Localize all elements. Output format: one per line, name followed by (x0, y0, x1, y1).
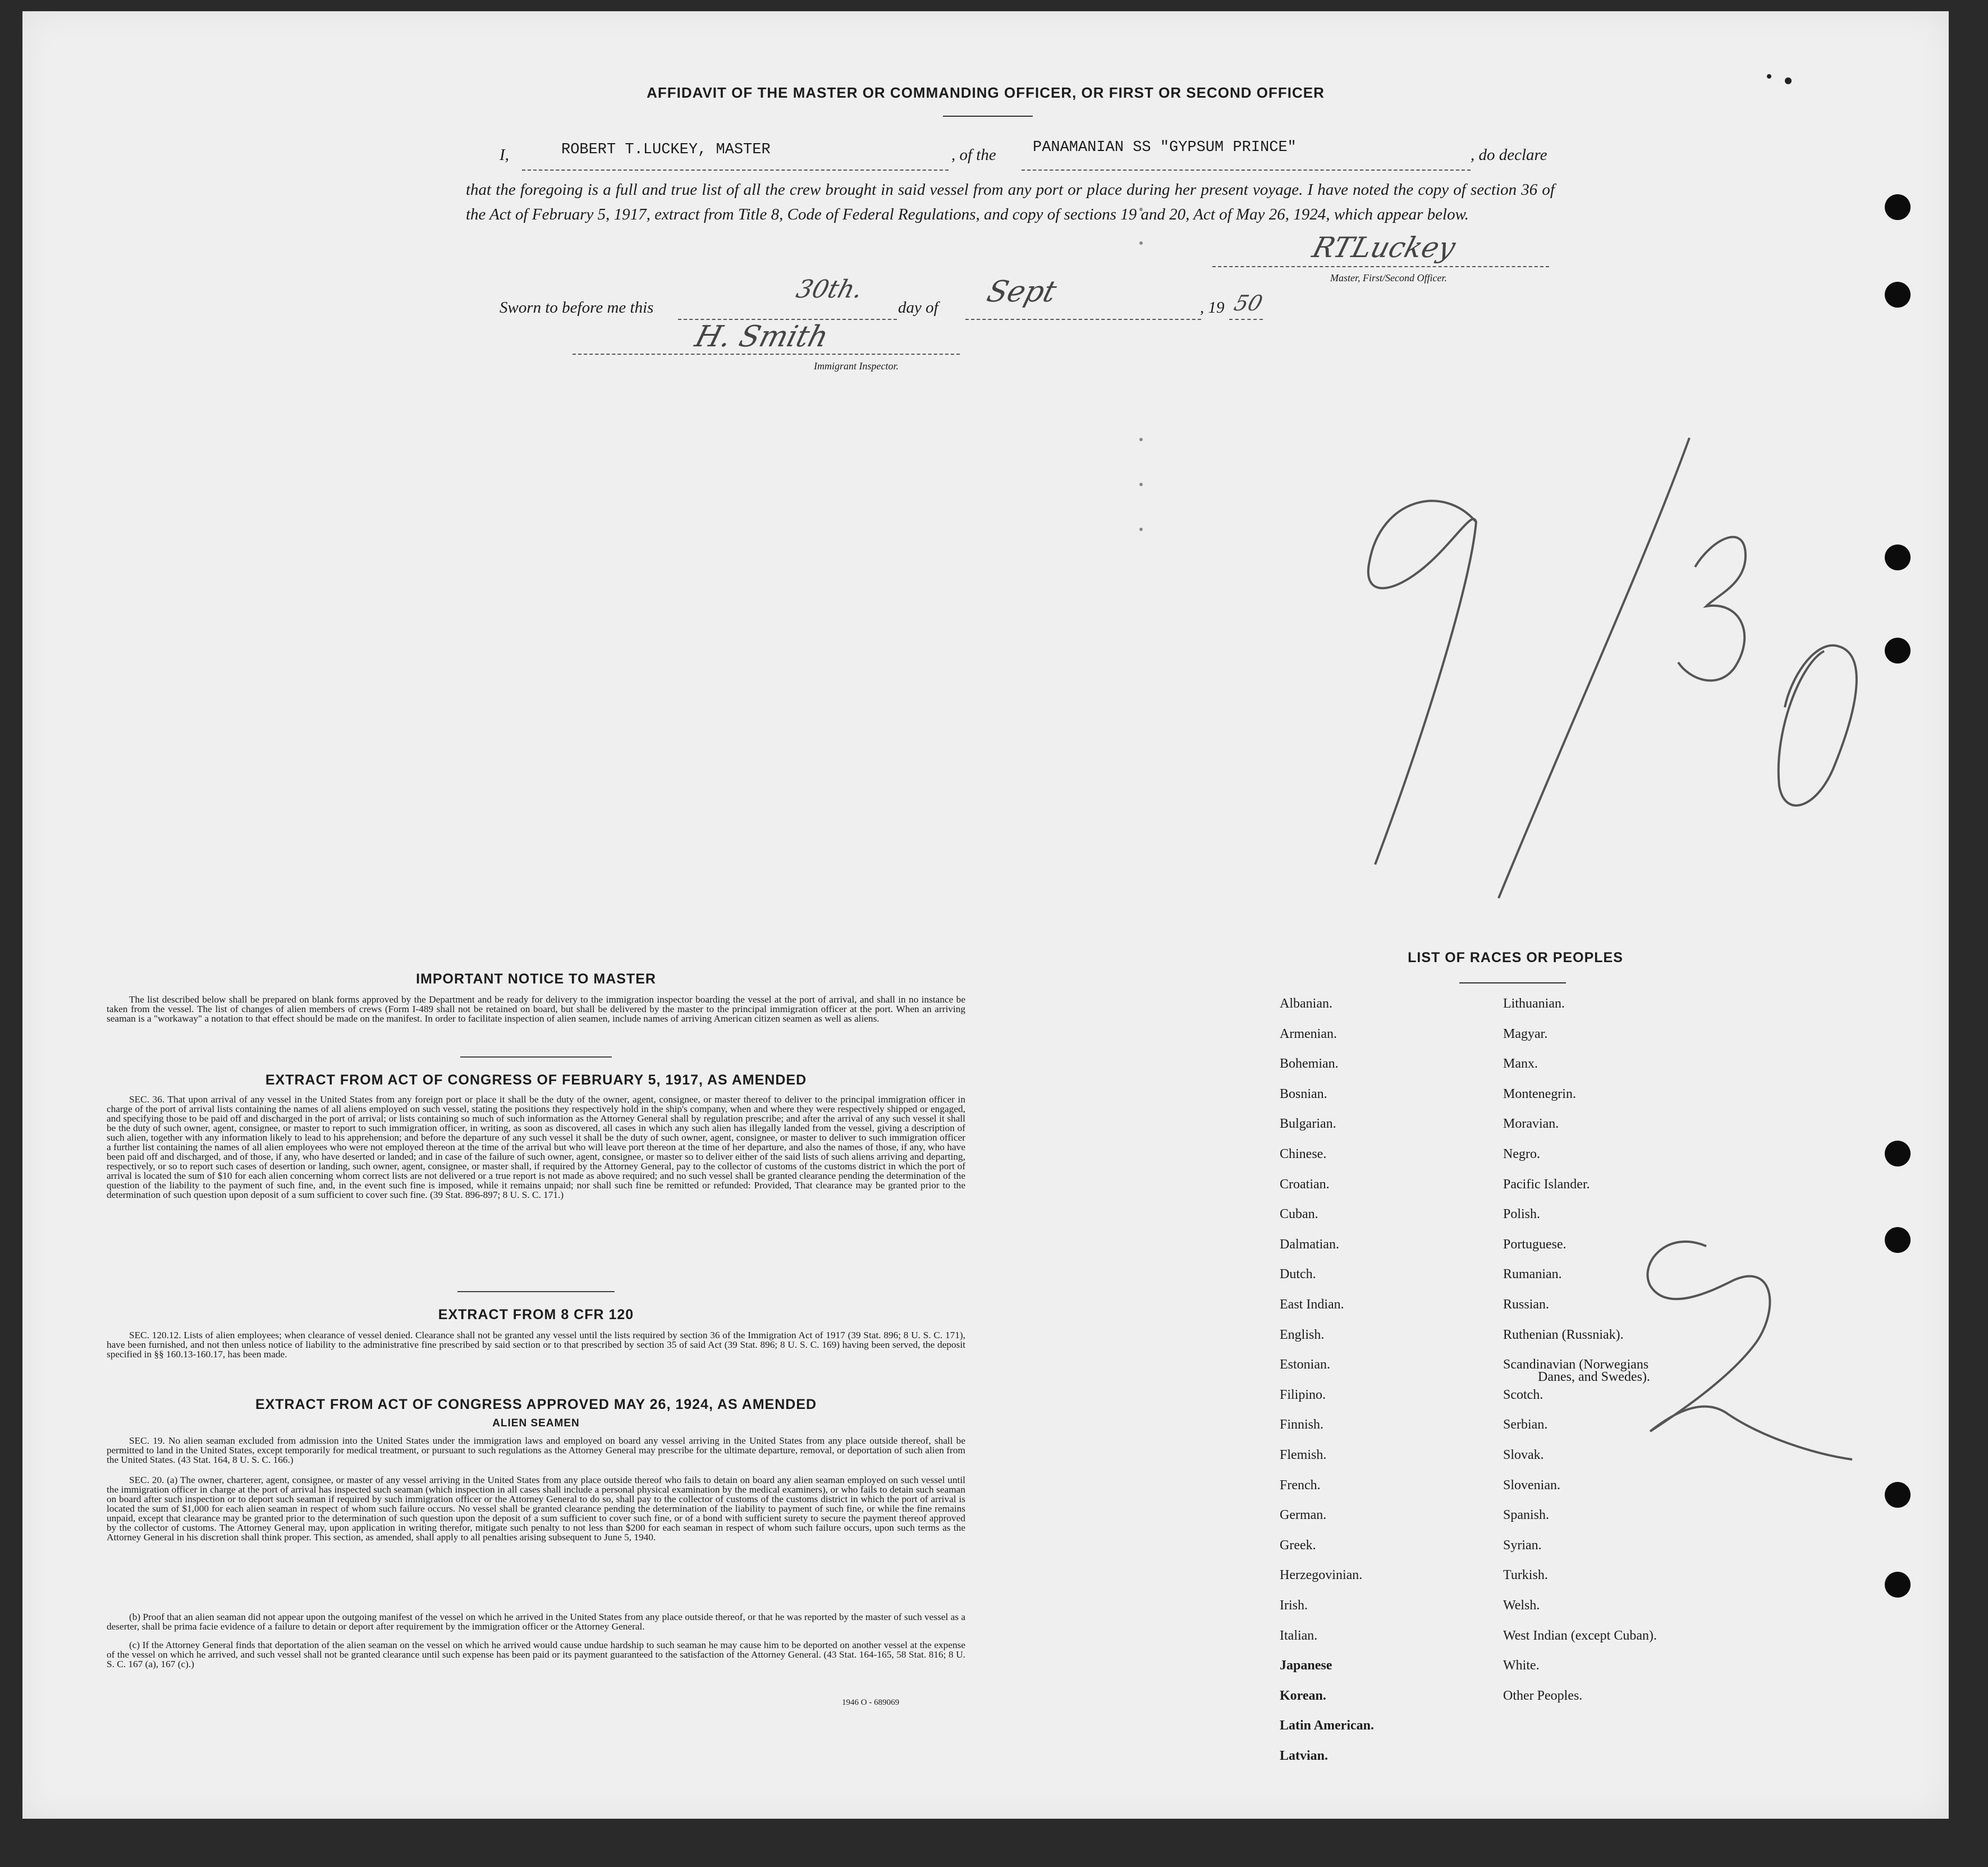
binder-hole (1885, 1482, 1911, 1508)
fold-mark (1139, 528, 1143, 531)
pencil-date-mark (1330, 415, 1869, 909)
master-name-line (522, 170, 949, 171)
sworn-month-line (965, 319, 1201, 320)
race-item: Pacific Islander. (1503, 1177, 1590, 1192)
extract-cfr-text: SEC. 120.12. Lists of alien employees; when clearance of vessel denied. Clearance shall not be granted any vessel until the lists required by section 36 of the Immigration Act of 1917 (39 Stat. 896; 8 U. S. C. 171), have been furnished, and not then unless notice of liability to the administrative fine prescribed by said section or to that prescribed by section 35 of said Act (39 Stat. 896; 8 U. S. C. 169) having been served, the deposit specified in §§ 160.13-160.17, has been made. (107, 1330, 965, 1360)
binder-hole (1885, 282, 1911, 308)
sworn-day-value: 30th. (793, 275, 866, 304)
race-item: Filipino. (1280, 1387, 1326, 1402)
extract-1924-subtitle: ALIEN SEAMEN (492, 1417, 580, 1429)
race-item: Other Peoples. (1503, 1688, 1583, 1703)
sworn-month-value: Sept (983, 275, 1060, 309)
binder-hole (1885, 638, 1911, 663)
race-item: East Indian. (1280, 1297, 1344, 1312)
race-item: Negro. (1503, 1147, 1540, 1161)
race-item: Estonian. (1280, 1357, 1330, 1372)
year-prefix: , 19 (1200, 299, 1225, 317)
vessel-name-value: PANAMANIAN SS "GYPSUM PRINCE" (1033, 139, 1297, 156)
race-item: Dutch. (1280, 1267, 1316, 1282)
race-item: Chinese. (1280, 1147, 1327, 1161)
master-signature: RTLuckey (1309, 231, 1459, 264)
document-page (22, 11, 1949, 1819)
race-item: Magyar. (1503, 1026, 1548, 1041)
race-item: Armenian. (1280, 1026, 1337, 1041)
race-item: Bosnian. (1280, 1086, 1327, 1101)
race-item: Herzegovinian. (1280, 1568, 1363, 1583)
race-item: Korean. (1280, 1688, 1326, 1703)
section-rule (457, 1291, 615, 1292)
races-title: LIST OF RACES OR PEOPLES (1408, 950, 1623, 965)
master-signature-line (1212, 266, 1549, 267)
extract-cfr-title: EXTRACT FROM 8 CFR 120 (438, 1307, 634, 1323)
i-label: I, (500, 146, 509, 164)
notice-text: The list described below shall be prepared on blank forms approved by the Department and be ready for delivery to the immigration inspector boarding the vessel at the port of arrival, and shall in no instance be taken from the vessel. The list of changes of alien members of crews (Form I-489 shall not be retained on board, but shall be delivered by the master to the principal immigration officer at the port. When an arriving seaman is a "workaway" a notation to that effect should be made on the manifest. In order to facilitate inspection of alien seamen, include names of arriving American citizen seamen as well as aliens. (107, 994, 965, 1024)
race-item: Japanese (1280, 1658, 1332, 1673)
race-item: Bulgarian. (1280, 1116, 1336, 1132)
binder-hole (1885, 544, 1911, 570)
race-item: Lithuanian. (1503, 996, 1565, 1011)
race-item: Welsh. (1503, 1598, 1540, 1613)
race-item: Flemish. (1280, 1448, 1327, 1462)
year-suffix: 50 (1231, 291, 1266, 315)
section-rule (460, 1056, 612, 1058)
corner-mark (1767, 74, 1771, 79)
pencil-date-svg (1330, 415, 1869, 909)
race-item: Dalmatian. (1280, 1237, 1339, 1252)
race-item: Russian. (1503, 1297, 1550, 1312)
race-item: Syrian. (1503, 1537, 1542, 1553)
race-item: French. (1280, 1477, 1321, 1493)
races-rule (1459, 982, 1566, 983)
race-item: Scotch. (1503, 1387, 1543, 1402)
race-item: English. (1280, 1327, 1325, 1342)
race-item: Albanian. (1280, 996, 1332, 1011)
race-item: Serbian. (1503, 1417, 1548, 1433)
affidavit-body: that the foregoing is a full and true list of all the crew brought in said vessel from any port or place during her present voyage. I have noted the copy of section 36 of the Act of February 5, 1917, extract from Title 8, Code of Federal Regulations, and copy of sections 19 and 20, Act of May 26, 1924, which appear below. (466, 181, 1555, 223)
binder-hole (1885, 194, 1911, 220)
sworn-label: Sworn to before me this (500, 299, 654, 317)
inspector-signature: H. Smith (691, 320, 832, 354)
fold-mark (1139, 438, 1143, 441)
master-name-value: ROBERT T.LUCKEY, MASTER (561, 141, 771, 158)
extract-1924-sec20a: SEC. 20. (a) The owner, charterer, agent, consignee, or master of any vessel arriving in the United States from any place outside thereof who fails to detain on board any alien seaman employed on such vessel until the immigration officer in charge at the port of arrival has inspected such seaman (which inspection in all cases shall include a personal physical examination by the medical examiners), or who fails to detain such seaman on board after such inspection or to deport such seaman if required by such immigration officer or the Attorney General to do so, shall pay to the collector of customs of the customs district in which the port of arrival is located the sum of $1,000 for each alien seaman in respect of whom such failure occurs. No vessel shall be granted clearance pending the determination of the liability to payment of such fine, or while the fine remains unpaid, except that clearance may be granted prior to the determination of such question upon the deposit of a sum sufficient to cover such fine, or of a bond with sufficient surety to secure the payment thereof approved by the collector of customs. The Attorney General may, upon application in writing therefor, mitigate such penalty to not less than $200 for each seaman in respect of whom such failure occurs, upon such terms as the Attorney General in his discretion shall think proper. This section, as amended, shall apply to all penalties arising subsequent to June 5, 1940. (107, 1475, 965, 1543)
race-item: Moravian. (1503, 1116, 1559, 1132)
race-item: Portuguese. (1503, 1237, 1566, 1252)
extract-1924-sec20b: (b) Proof that an alien seaman did not appear upon the outgoing manifest of the vessel on which he arrived in the United States from any place outside thereof, or that he was reported by the master of such vessel as a deserter, shall be prima facie evidence of a failure to detain or deport after requirement by the immigration officer or the Attorney General. (107, 1612, 965, 1632)
pencil-page-mark (1628, 1229, 1863, 1471)
race-item: Finnish. (1280, 1417, 1324, 1433)
race-item: Croatian. (1280, 1177, 1330, 1192)
master-caption: Master, First/Second Officer. (1330, 272, 1447, 283)
fold-mark (1139, 241, 1143, 245)
extract-1924-sec20c: (c) If the Attorney General finds that deportation of the alien seaman on the vessel on which he arrived would cause undue hardship to such seaman he may cause him to be deported on another vessel at the expense of the vessel on which he arrived, and such vessel shall not be granted clearance until such expense has been paid or its payment guaranteed to the satisfaction of the Attorney General. (43 Stat. 164-165, 58 Stat. 816; 8 U. S. C. 167 (a), 167 (c).) (107, 1640, 965, 1669)
binder-hole (1885, 1572, 1911, 1598)
declare-label: , do declare (1471, 146, 1547, 164)
race-item: West Indian (except Cuban). (1503, 1628, 1657, 1643)
race-item: Scandinavian (Norwegians (1503, 1357, 1649, 1372)
inspector-signature-line (572, 354, 960, 355)
race-item: Montenegrin. (1503, 1086, 1576, 1101)
extract-1917-text: SEC. 36. That upon arrival of any vessel in the United States from any foreign port or place it shall be the duty of the owner, agent, consignee, or master thereof to deliver to the principal immigration officer in charge of the port of arrival lists containing the names of all aliens employed on such vessel, stating the positions they respectively hold in the ship's company, when and where they were respectively shipped or engaged, and specifying those to be paid off and discharged in the port of arrival; or lists containing so much of such information as the Attorney General shall by regulation prescribe; and after the arrival of any such vessel it shall be the duty of such owner, agent, consignee, or master to report to such immigration officer, in writing, as soon as discovered, all cases in which any such alien has illegally landed from the vessel, giving a description of such alien, together with any information likely to lead to his apprehension; and before the departure of any such vessel it shall be the duty of such owner, agent, consignee, or master to deliver to such immigration officer a further list containing the names of all alien employees who were not employed thereon at the time of the arrival but who will leave port thereon at the time of her departure, and also the names of those, if any, who have been paid off and discharged, and of those, if any, who have deserted or landed; and in case of the failure of such owner, agent, consignee, or master so to deliver either of the said lists of such aliens arriving and departing, respectively, or so to report such cases of desertion or landing, such owner, agent, consignee, or master shall, if required by the Attorney General, pay to the collector of customs of the customs district in which the port of arrival is located the sum of $10 for each alien concerning whom correct lists are not delivered or a true report is not made as above required; and no such vessel shall be granted clearance pending the determination of the question of the liability to the payment of such fine, and, in the event such fine is imposed, while it remains unpaid; nor shall such fine be remitted or refunded: Provided, That clearance may be granted prior to the determination of such question upon deposit of a sum sufficient to cover such fine. (39 Stat. 896-897; 8 U. S. C. 171.) (107, 1094, 965, 1200)
race-item: Bohemian. (1280, 1056, 1339, 1072)
year-line (1229, 319, 1263, 320)
race-item: Irish. (1280, 1598, 1308, 1613)
title-rule (943, 116, 1033, 117)
fold-mark (1139, 483, 1143, 486)
race-item: Polish. (1503, 1207, 1541, 1222)
race-item: Latvian. (1280, 1749, 1329, 1763)
of-the-label: , of the (951, 146, 996, 164)
race-item: Latin American. (1280, 1718, 1374, 1733)
race-item: Manx. (1503, 1056, 1538, 1072)
vessel-name-line (1022, 170, 1471, 171)
extract-1917-title: EXTRACT FROM ACT OF CONGRESS OF FEBRUARY 5, 1917, AS AMENDED (265, 1072, 807, 1088)
race-item: Danes, and Swedes). (1538, 1370, 1650, 1385)
race-item: Slovenian. (1503, 1477, 1560, 1493)
extract-1924-title: EXTRACT FROM ACT OF CONGRESS APPROVED MAY 26, 1924, AS AMENDED (255, 1397, 817, 1412)
notice-title: IMPORTANT NOTICE TO MASTER (416, 971, 656, 987)
race-item: German. (1280, 1508, 1327, 1523)
race-item: Spanish. (1503, 1508, 1550, 1523)
corner-mark (1785, 77, 1792, 84)
race-item: Greek. (1280, 1537, 1316, 1553)
race-item: Turkish. (1503, 1568, 1548, 1583)
extract-1924-sec19: SEC. 19. No alien seaman excluded from admission into the United States under the immigration laws and employed on board any vessel arriving in the United States from any place outside thereof, shall be permitted to land in the United States, except temporarily for medical treatment, or pursuant to such regulations as the Attorney General may prescribe for the ultimate departure, removal, or deportation of such alien from the United States. (43 Stat. 164, 8 U. S. C. 166.) (107, 1435, 965, 1465)
binder-hole (1885, 1141, 1911, 1166)
day-of-label: day of (898, 299, 938, 317)
print-code: 1946 O - 689069 (842, 1698, 900, 1707)
race-item: Italian. (1280, 1628, 1318, 1643)
binder-hole (1885, 1227, 1911, 1253)
inspector-caption: Immigrant Inspector. (814, 360, 899, 372)
race-item: White. (1503, 1658, 1540, 1673)
race-item: Ruthenian (Russniak). (1503, 1327, 1624, 1342)
race-item: Cuban. (1280, 1207, 1318, 1222)
affidavit-title: AFFIDAVIT OF THE MASTER OR COMMANDING OFFICER, OR FIRST OR SECOND OFFICER (647, 84, 1325, 101)
race-item: Slovak. (1503, 1448, 1544, 1462)
pencil-page-svg (1628, 1229, 1863, 1471)
race-item: Rumanian. (1503, 1267, 1562, 1282)
